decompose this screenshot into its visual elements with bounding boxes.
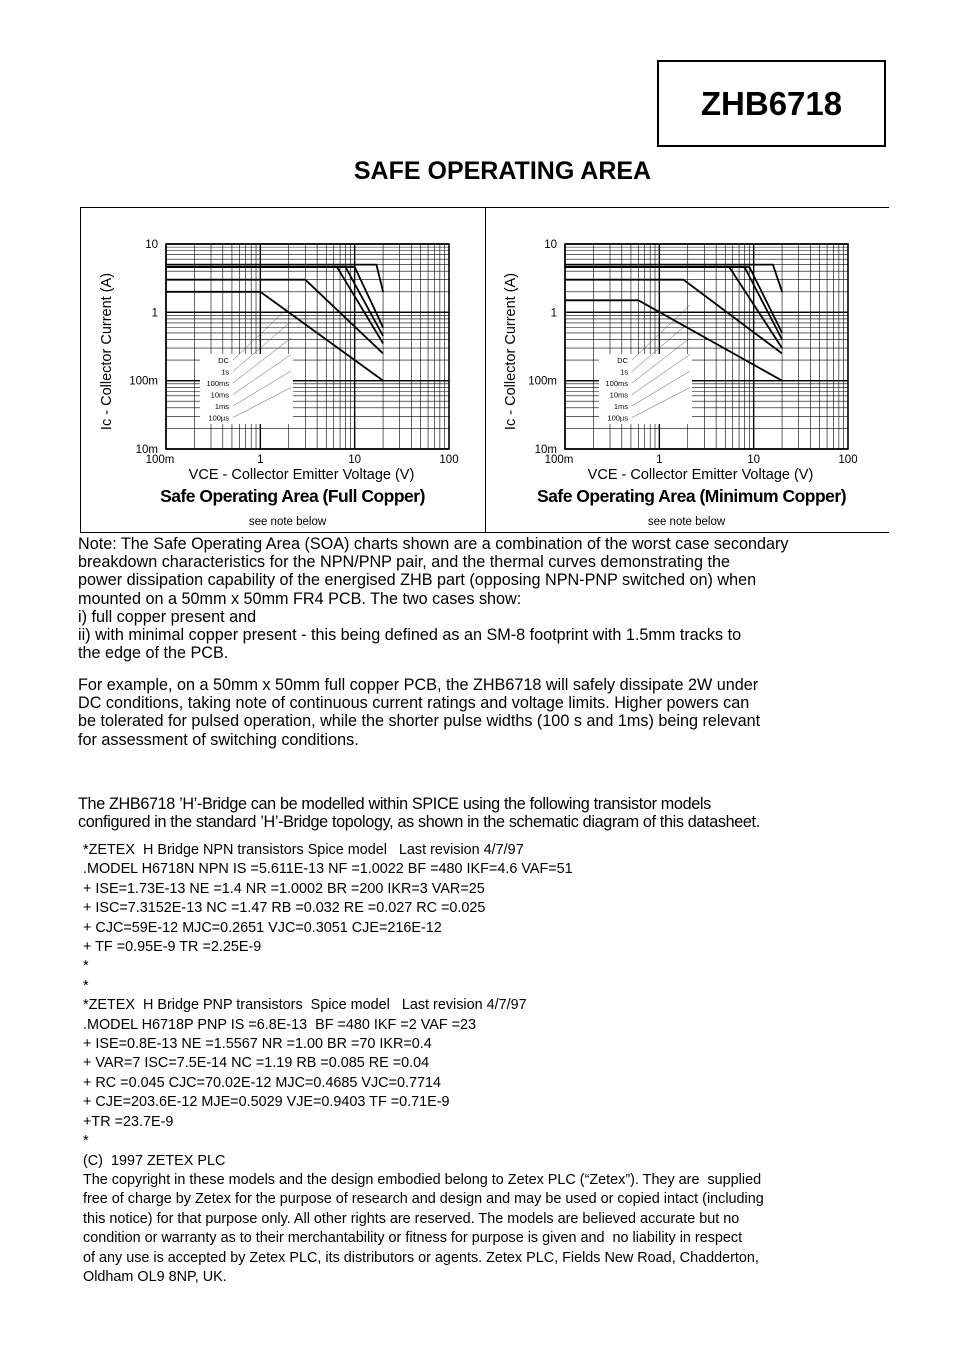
text-line: be tolerated for pulsed operation, while the shorter pulse widths (100 s and 1ms) being relevant <box>78 712 761 731</box>
chart-title: Safe Operating Area (Minimum Copper) <box>536 486 847 506</box>
text-line: the edge of the PCB. <box>78 644 229 663</box>
spice-line: *ZETEX H Bridge NPN transistors Spice model Last revision 4/7/97 <box>83 842 524 858</box>
legend-label: 100ms <box>605 379 628 388</box>
x-tick-label: 1 <box>656 454 663 466</box>
copyright-line: free of charge by Zetex for the purpose of research and design and may be used or copied intact (including <box>83 1191 764 1208</box>
text-line: i) full copper present and <box>78 607 257 626</box>
y-tick-label: 10 <box>544 239 557 251</box>
spice-line: + ISE=1.73E-13 NE =1.4 NR =1.0002 BR =200 IKR=3 VAR=25 <box>83 880 485 897</box>
y-tick-label: 1 <box>151 307 158 320</box>
x-tick-label: 10 <box>747 454 761 466</box>
x-tick-label: 1 <box>257 454 264 466</box>
text-line: ii) with minimal copper present - this being defined as an SM-8 footprint with 1.5mm tracks to <box>78 626 742 645</box>
legend-label: 1s <box>620 367 628 377</box>
spice-line: + ISE=0.8E-13 NE =1.5567 NR =1.00 BR =70 IKR=0.4 <box>83 1036 432 1053</box>
text-line: DC conditions, taking note of continuous current ratings and voltage limits. Higher powers can <box>78 694 750 713</box>
legend-label: DC <box>617 356 628 365</box>
x-tick-label: 100 <box>838 454 858 466</box>
spice-line: + TF =0.95E-9 TR =2.25E-9 <box>83 939 262 956</box>
soa-chart-minimum-copper <box>484 207 888 533</box>
section-title: SAFE OPERATING AREA <box>353 157 652 185</box>
legend-label: 1ms <box>214 402 229 411</box>
copyright-line: of any use is accepted by Zetex PLC, its distributors or agents. Zetex PLC, Fields New Road, Chadderton, <box>83 1249 759 1266</box>
text-line: mounted on a 50mm x 50mm FR4 PCB. The two cases show: <box>78 589 522 608</box>
text-line: configured in the standard ’H’-Bridge topology, as shown in the schematic diagram of this datasheet. <box>78 813 760 832</box>
legend-label: 100µs <box>208 413 229 423</box>
legend-label: 100µs <box>607 413 628 423</box>
soa-chart-full-copper <box>80 207 484 533</box>
spice-line: (C) 1997 ZETEX PLC <box>83 1152 226 1169</box>
spice-line: + ISC=7.3152E-13 NC =1.47 RB =0.032 RE =0.027 RC =0.025 <box>83 900 486 917</box>
x-axis-label: VCE - Collector Emitter Voltage (V) <box>587 467 814 483</box>
y-tick-label: 1 <box>550 307 557 320</box>
copyright-line: The copyright in these models and the design embodied belong to Zetex PLC (“Zetex”). They are supplied <box>83 1171 762 1188</box>
copyright-line: this notice) for that purpose only. All other rights are reserved. The models are believed accurate but no <box>83 1210 740 1227</box>
y-tick-label: 10 <box>145 239 158 251</box>
text-line: For example, on a 50mm x 50mm full copper PCB, the ZHB6718 will safely dissipate 2W under <box>78 676 759 694</box>
spice-model-listing <box>83 841 893 1287</box>
example-paragraph <box>78 676 889 749</box>
text-line: The ZHB6718 ’H’-Bridge can be modelled within SPICE using the following transistor models <box>78 795 711 813</box>
chart-note-ref: see note below <box>248 516 327 528</box>
legend-label: 1ms <box>613 402 628 411</box>
x-tick-label: 100m <box>544 454 574 466</box>
legend-leader-line <box>233 305 291 360</box>
spice-line: + RC =0.045 CJC=70.02E-12 MJC=0.4685 VJC=0.7714 <box>83 1074 441 1091</box>
text-line: for assessment of switching conditions. <box>78 730 359 749</box>
spice-line: * <box>83 958 89 975</box>
text-line: breakdown characteristics for the NPN/PNP pair, and the thermal curves demonstrating the <box>78 553 731 572</box>
spice-line: * <box>83 977 89 994</box>
part-number-box <box>657 60 886 147</box>
spice-line: + CJC=59E-12 MJC=0.2651 VJC=0.3051 CJE=216E-12 <box>83 919 442 936</box>
copyright-line: condition or warranty as to their merchantability or fitness for purpose is given and no liability in respect <box>83 1230 743 1247</box>
chart-title: Safe Operating Area (Full Copper) <box>160 486 425 506</box>
legend-label: DC <box>218 356 229 365</box>
y-tick-label: 100m <box>129 375 158 388</box>
x-tick-label: 10 <box>348 454 362 466</box>
part-number: ZHB6718 <box>700 84 843 122</box>
text-line: Note: The Safe Operating Area (SOA) charts shown are a combination of the worst case secondary <box>78 535 789 553</box>
legend-label: 1s <box>221 367 229 377</box>
copyright-line: Oldham OL9 8NP, UK. <box>83 1268 227 1285</box>
legend-label: 100ms <box>206 379 229 388</box>
spice-line: +TR =23.7E-9 <box>83 1113 174 1130</box>
spice-line: + VAR=7 ISC=7.5E-14 NC =1.19 RB =0.085 RE =0.04 <box>83 1055 430 1072</box>
legend-label: 10ms <box>609 390 628 400</box>
chart-note-ref: see note below <box>647 516 726 528</box>
y-axis-label: Ic - Collector Current (A) <box>503 272 519 431</box>
y-tick-label: 10m <box>135 444 158 456</box>
spice-line: + CJE=203.6E-12 MJE=0.5029 VJE=0.9403 TF =0.71E-9 <box>83 1094 450 1111</box>
text-line: power dissipation capability of the energised ZHB part (opposing NPN-PNP switched on) when <box>78 571 757 590</box>
legend-label: 10ms <box>210 390 229 400</box>
spice-intro-paragraph <box>78 795 889 831</box>
soa-note-paragraph <box>78 535 889 662</box>
spice-line: *ZETEX H Bridge PNP transistors Spice model Last revision 4/7/97 <box>83 997 527 1014</box>
y-tick-label: 100m <box>528 375 557 388</box>
x-axis-label: VCE - Collector Emitter Voltage (V) <box>188 467 415 483</box>
spice-line: .MODEL H6718P PNP IS =6.8E-13 BF =480 IKF =2 VAF =23 <box>83 1016 477 1033</box>
y-axis-label: Ic - Collector Current (A) <box>99 272 115 431</box>
x-tick-label: 100 <box>439 454 459 466</box>
spice-line: .MODEL H6718N NPN IS =5.611E-13 NF =1.0022 BF =480 IKF=4.6 VAF=51 <box>83 861 573 878</box>
x-tick-label: 100m <box>145 454 175 466</box>
y-tick-label: 10m <box>534 444 557 456</box>
spice-line: * <box>83 1133 89 1150</box>
